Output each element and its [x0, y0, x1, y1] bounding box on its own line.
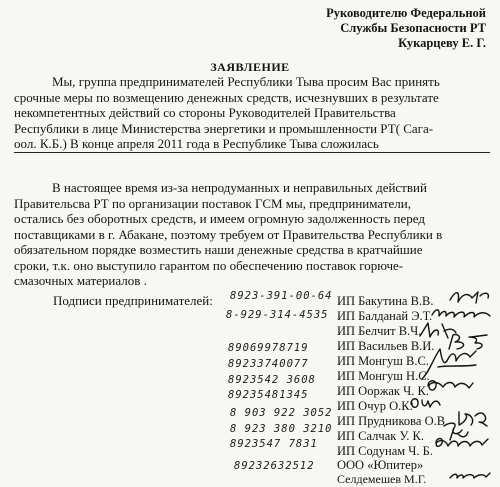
text-line: В настоящее время из-за непродуманных и неправильных действий [52, 180, 427, 195]
text-line: срочные меры по возмещению денежных средств, исчезнувших в результате [14, 89, 439, 105]
text-line: некомпетентных действий со стороны Руководителей Правительства [14, 105, 396, 120]
handwritten-signature [408, 395, 444, 411]
handwritten-phone: 8923542 3608 [228, 374, 316, 386]
addressee-line-1: Руководителю Федеральной [326, 6, 486, 20]
handwritten-phone: 8923-391-00-64 [230, 290, 333, 302]
signatory-name: ИП Содунам Ч. Б. [337, 444, 433, 458]
text-line: Республики в лице Министерства энергетики и промышленности РТ( Сага- [14, 120, 434, 136]
handwritten-phone: 8923547 7831 [230, 438, 318, 450]
text-line: сроки, т.к. оно выступило гарантом по обеспечению поставок горюче- [14, 257, 404, 273]
signatory-name: ИП Ооржак Ч. К. [337, 384, 429, 398]
signatory-name: ИП Балданай Э.Т. [337, 309, 433, 323]
handwritten-signature [432, 435, 490, 451]
text-line: Правительсва РТ по организации поставок ГСМ мы, предприниматели, [14, 195, 411, 211]
handwritten-signature [448, 288, 492, 306]
handwritten-phone: 89232632512 [234, 460, 315, 472]
text-line: остались без оборотных средств, и имеем огромную задолженность перед [14, 211, 425, 226]
paragraph-2 [14, 180, 492, 289]
handwritten-signature [430, 305, 492, 321]
addressee-line-3: Кукарцеву Е. Г. [398, 36, 486, 50]
signatory-name: ИП Очур О.К. [337, 399, 413, 413]
handwritten-phone: 8 923 380 3210 [230, 423, 333, 435]
handwritten-phone: 89069978719 [228, 342, 309, 354]
signatory-name: ООО «Юпитер» [337, 458, 424, 472]
signatory-name: Селдемешев М.Г. [337, 472, 427, 486]
signatory-name: ИП Салчак У. К. [337, 429, 424, 443]
signatory-name: ИП Прудникова О.В. [337, 414, 449, 428]
addressee-block [326, 6, 486, 51]
document-title: ЗАЯВЛЕНИЕ [210, 60, 290, 74]
signatory-name: ИП Монгуш Н.С. [337, 369, 430, 383]
signatory-name: ИП Васильев В.И. [337, 339, 435, 353]
handwritten-signature [418, 345, 480, 381]
handwritten-phone: 8-929-314-4535 [226, 309, 329, 321]
signatures-label: Подписи предпринимателей: [53, 293, 213, 308]
text-line: поставщиками в г. Абакане, поэтому требуем от Правительства Республики в [14, 226, 443, 242]
text-line: смазочных материалов . [14, 273, 147, 288]
signatory-name: ИП Бакутина В.В. [337, 294, 434, 308]
text-line: обязательном порядке возместить наши денежные средства в кратчайшие [14, 242, 423, 257]
paragraph-1 [14, 74, 492, 153]
handwritten-phone: 89235481345 [228, 389, 309, 401]
handwritten-phone: 89233740077 [228, 358, 309, 370]
text-line: оол. К.Б.) В конце апреля 2011 года в Республике Тыва сложилась [14, 136, 490, 153]
signatory-name: ИП Монгуш В.С. [337, 354, 429, 368]
signatory-name: ИП Белчит В.Ч. [337, 324, 422, 338]
text-line: Мы, группа предпринимателей Республики Тыва просим Вас принять [52, 74, 440, 89]
handwritten-phone: 8 903 922 3052 [230, 407, 333, 419]
handwritten-signature [425, 377, 475, 393]
handwritten-signature [448, 470, 492, 482]
addressee-line-2: Службы Безопасности РТ [340, 21, 486, 35]
